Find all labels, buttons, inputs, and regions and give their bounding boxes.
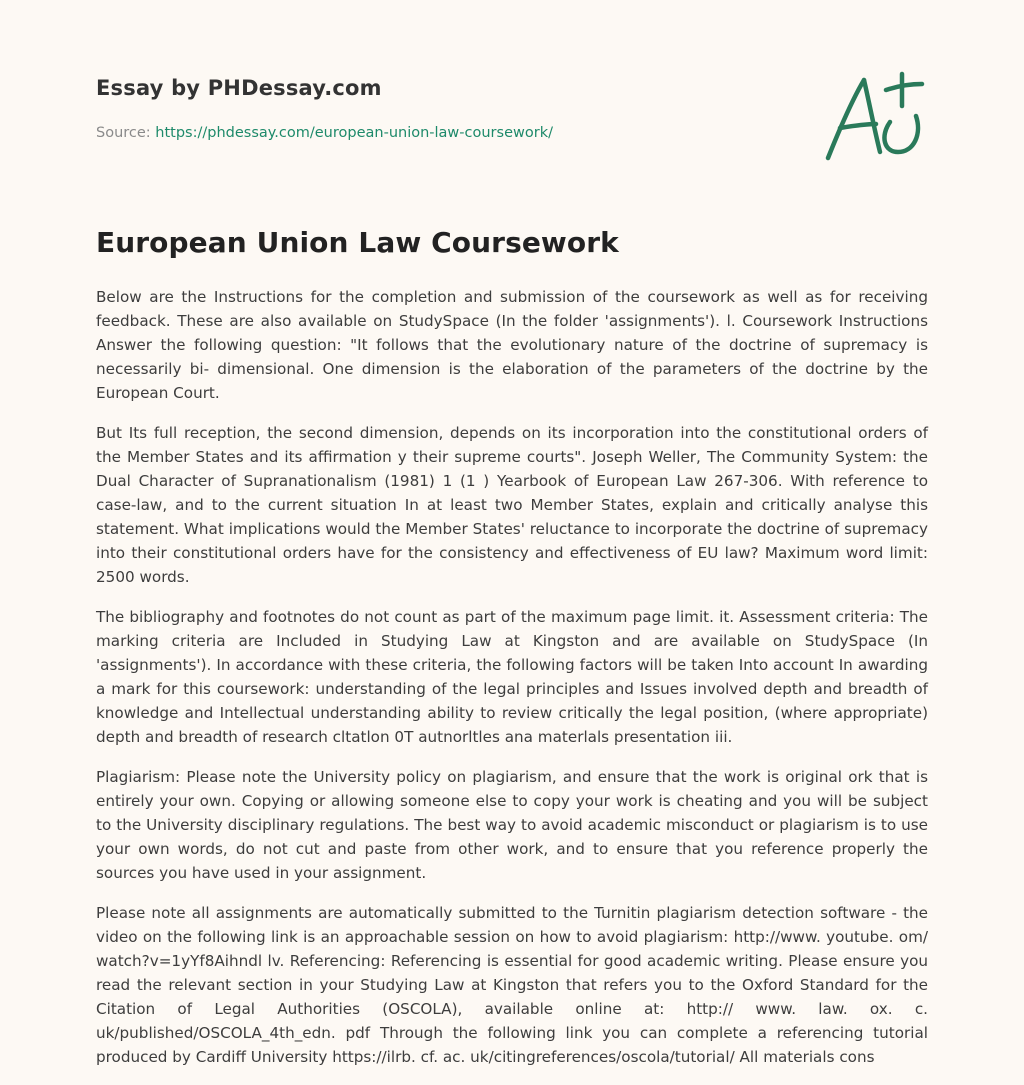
paragraph: The bibliography and footnotes do not count as part of the maximum page limit. it. Assessment criteria: The marking criteria are Included in Studying Law at Kingston and are available on StudySpace (In 'assignments'). In accordance with these criteria, the following factors will be taken Into account In awarding a mark for this coursework: understanding of the legal principles and Issues involved depth and breadth of knowledge and Intellectual understanding ability to review critically the legal position, (where appropriate) depth and breadth of research cltatlon 0T autnorltles ana materlals presentation iii. [96, 608, 928, 746]
a-right-stroke [864, 80, 880, 152]
source-label: Source: [96, 125, 151, 141]
a-plus-grade-icon [818, 66, 928, 166]
a-plus-logo-svg [818, 66, 928, 166]
source-link[interactable]: https://phdessay.com/european-union-law-coursework/ [155, 125, 553, 141]
source-line [96, 125, 553, 141]
article-body [96, 285, 928, 1085]
site-header [96, 76, 382, 100]
site-title: Essay by PHDessay.com [96, 76, 382, 100]
paragraph: Please note all assignments are automatically submitted to the Turnitin plagiarism detection software - the video on the following link is an approachable session on how to avoid plagiarism: http://www. youtube. om/ watch?v=1yYf8Aihndl lv. Referencing: Referencing is essential for good academic writing. Please ensure you read the relevant section in your Studying Law at Kingston that refers you to the Oxford Standard for the Citation of Legal Authorities (OSCOLA), available online at: http:// www. law. ox. c. uk/published/OSCOLA_4th_edn. pdf Through the following link you can complete a referencing tutorial produced by Cardiff University https://ilrb. cf. ac. uk/citingreferences/oscola/tutorial/ All materials cons [96, 904, 928, 1066]
page-title: European Union Law Coursework [96, 226, 619, 259]
paragraph: Below are the Instructions for the completion and submission of the coursework as well as for receiving feedback. These are also available on StudySpace (In the folder 'assignments'). l. Coursework Instructions Answer the following question: "It follows that the evolutionary nature of the doctrine of supremacy is necessarily bi- dimensional. One dimension is the elaboration of the parameters of the doctrine by the European Court. [96, 288, 928, 402]
plus-swoosh-stroke [884, 116, 918, 152]
a-left-stroke [828, 80, 864, 158]
a-cross-stroke [840, 124, 876, 128]
paragraph: But Its full reception, the second dimension, depends on its incorporation into the constitutional orders of the Member States and its affirmation y their supreme courts". Joseph Weller, The Community System: the Dual Character of Supranationalism (1981) 1 (1 ) Yearbook of European Law 267-306. With reference to case-law, and to the current situation In at least two Member States, explain and critically analyse this statement. What implications would the Member States' reluctance to incorporate the doctrine of supremacy into their constitutional orders have for the consistency and effectiveness of EU law? Maximum word limit: 2500 words. [96, 424, 928, 586]
paragraph: Plagiarism: Please note the University policy on plagiarism, and ensure that the work is original ork that is entirely your own. Copying or allowing someone else to copy your work is cheating and you will be subject to the University disciplinary regulations. The best way to avoid academic misconduct or plagiarism is to use your own words, do not cut and paste from other work, and to ensure that you reference properly the sources you have used in your assignment. [96, 768, 928, 882]
